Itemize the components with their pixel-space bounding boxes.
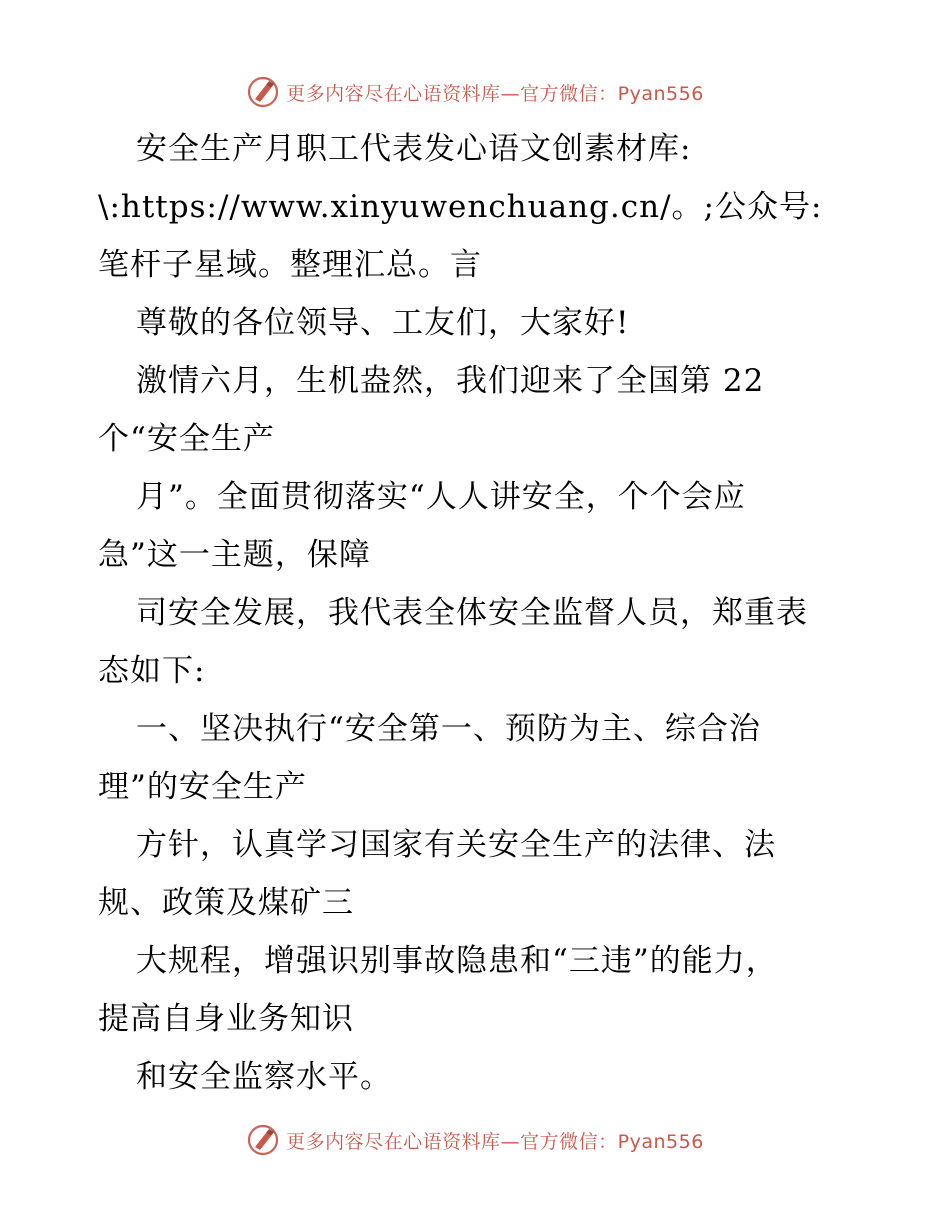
logo-icon — [246, 1123, 280, 1157]
footer-watermark-text: 更多内容尽在心语资料库—官方微信：Pyan556 — [286, 1130, 704, 1153]
text-line-14: 规、政策及煤矿三 — [98, 885, 354, 921]
text-line-6: 个“安全生产 — [98, 421, 275, 457]
text-line-5: 激情六月，生机盎然，我们迎来了全国第 22 — [136, 363, 765, 399]
document-body — [98, 120, 878, 1106]
text-line-17: 和安全监察水平。 — [136, 1059, 392, 1095]
text-line-7: 月”。全面贯彻落实“人人讲安全，个个会应 — [136, 479, 746, 515]
header-watermark-banner — [0, 72, 950, 112]
text-line-8: 急”这一主题，保障 — [98, 537, 371, 573]
text-line-16: 提高自身业务知识 — [98, 1001, 354, 1037]
text-line-9: 司安全发展，我代表全体安全监督人员，郑重表 — [136, 595, 808, 631]
text-line-12: 理”的安全生产 — [98, 769, 307, 805]
text-line-1: 安全生产月职工代表发心语文创素材库: — [136, 131, 692, 167]
text-line-3: 笔杆子星域。整理汇总。言 — [98, 247, 482, 283]
text-line-11: 一、坚决执行“安全第一、预防为主、综合治 — [136, 711, 761, 747]
text-line-10: 态如下: — [98, 653, 206, 689]
text-line-4: 尊敬的各位领导、工友们，大家好! — [136, 305, 630, 341]
text-line-15: 大规程，增强识别事故隐患和“三违”的能力， — [136, 943, 778, 979]
text-line-13: 方针，认真学习国家有关安全生产的法律、法 — [136, 827, 776, 863]
header-watermark-text: 更多内容尽在心语资料库—官方微信：Pyan556 — [286, 82, 704, 105]
footer-watermark-banner — [0, 1120, 950, 1160]
text-line-2: \:https://www.xinyuwenchuang.cn/。;公众号: — [98, 189, 823, 225]
logo-icon — [246, 75, 280, 109]
